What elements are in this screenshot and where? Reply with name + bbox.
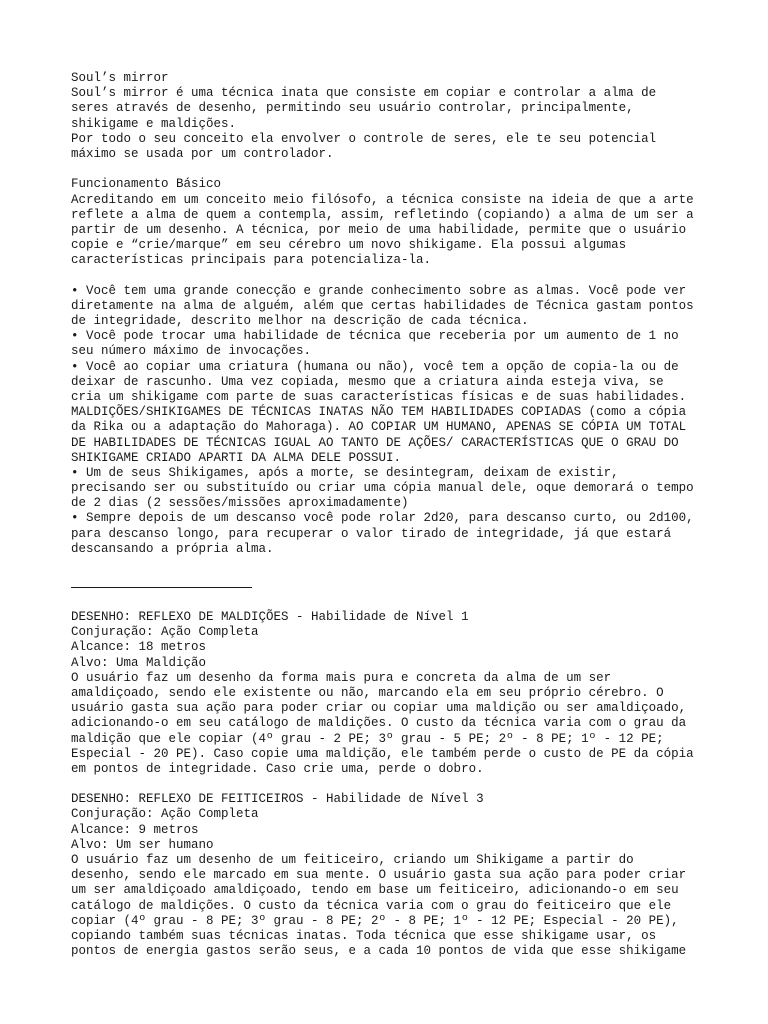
bullet-line: SHIKIGAME CRIADO APARTI DA ALMA DELE POSSUI. <box>71 450 402 465</box>
ability-title: DESENHO: REFLEXO DE MALDIÇÕES - Habilidade de Nível 1 <box>71 610 469 624</box>
document-page <box>71 71 711 959</box>
text-line: copiando também suas técnicas inatas. Toda técnica que esse shikigame usar, os <box>71 928 657 943</box>
text-line: seres através de desenho, permitindo seu usuário controlar, principalmente, <box>71 101 634 116</box>
section-title: Soul’s mirror <box>71 71 169 85</box>
bullet-line: seu número máximo de invocações. <box>71 344 312 359</box>
funcionamento-section <box>71 177 711 268</box>
ability-alcance: Alcance: 18 metros <box>71 640 207 655</box>
text-line: usuário gasta sua ação para poder criar ou copiar uma maldição ou ser amaldiçoado, <box>71 701 687 716</box>
bullet-line: de integridade, descrito melhor na descrição de cada técnica. <box>71 314 529 328</box>
text-line: catálogo de maldições. O custo da técnica varia com o grau do feiticeiro que ele <box>71 898 672 913</box>
bullet-line: • Você tem uma grande conecção e grande conhecimento sobre as almas. Você pode ver <box>71 283 687 298</box>
bullet-line: de 2 dias (2 sessões/missões aproximadamente) <box>71 496 409 511</box>
text-line: shikigame e maldições. <box>71 116 237 131</box>
ability-reflexo-feiticeiros <box>71 792 711 959</box>
bullet-line: cria um shikigame com parte de suas características físicas e de suas habilidades. <box>71 389 687 404</box>
text-line: em pontos de integridade. Caso crie uma, perde o dobro. <box>71 761 484 776</box>
bullet-line: • Você ao copiar uma criatura (humana ou não), você tem a opção de copia-la ou de <box>71 359 679 374</box>
bullet-line: • Você pode trocar uma habilidade de técnica que receberia por um aumento de 1 no <box>71 329 679 344</box>
text-line: copiar (4º grau - 8 PE; 3º grau - 8 PE; 2º - 8 PE; 1º - 12 PE; Especial - 20 PE), <box>71 913 679 928</box>
bullet-line: diretamente na alma de alguém, além que certas habilidades de Técnica gastam pontos <box>71 298 694 313</box>
text-line: O usuário faz um desenho da forma mais pura e concreta da alma de um ser <box>71 670 612 685</box>
text-line: Por todo o seu conceito ela envolver o controle de seres, ele te seu potencial <box>71 131 657 146</box>
text-line: características principais para potencializa-la. <box>71 253 432 268</box>
ability-title: DESENHO: REFLEXO DE FEITICEIROS - Habilidade de Nível 3 <box>71 792 484 807</box>
text-line: reflete a alma de quem a contempla, assim, refletindo (copiando) a alma de um ser a <box>71 207 694 222</box>
bullet-line: deixar de rascunho. Uma vez copiada, mesmo que a criatura ainda esteja viva, se <box>71 374 664 389</box>
ability-conjuracao: Conjuração: Ação Completa <box>71 807 259 822</box>
text-line: copie e “crie/marque” em seu cérebro um novo shikigame. Ela possui algumas <box>71 238 627 253</box>
text-line: um ser amaldiçoado amaldiçoado, tendo em base um feiticeiro, adicionando-o em seu <box>71 883 679 898</box>
bullet-line: DE HABILIDADES DE TÉCNICAS IGUAL AO TANTO DE AÇÕES/ CARACTERÍSTICAS QUE O GRAU DO <box>71 435 679 450</box>
intro-section <box>71 71 711 162</box>
ability-conjuracao: Conjuração: Ação Completa <box>71 625 259 640</box>
ability-reflexo-maldicoes <box>71 610 711 777</box>
text-line: Soul’s mirror é uma técnica inata que consiste em copiar e controlar a alma de <box>71 86 657 101</box>
text-line: Acreditando em um conceito meio filósofo, a técnica consiste na ideia de que a arte <box>71 192 694 207</box>
text-line: máximo se usada por um controlador. <box>71 146 334 161</box>
text-line: pontos de energia gastos serão seus, e a cada 10 pontos de vida que esse shikigame <box>71 944 687 959</box>
ability-alvo: Alvo: Uma Maldição <box>71 655 207 670</box>
ability-alcance: Alcance: 9 metros <box>71 822 199 837</box>
bullet-line: precisando ser ou substituído ou criar uma cópia manual dele, oque demorará o tempo <box>71 481 694 496</box>
ability-alvo: Alvo: Um ser humano <box>71 837 214 852</box>
text-line: partir de um desenho. A técnica, por meio de uma habilidade, permite que o usuário <box>71 222 687 237</box>
text-line: O usuário faz um desenho de um feiticeiro, criando um Shikigame a partir do <box>71 853 634 867</box>
bullet-line: • Um de seus Shikigames, após a morte, se desintegram, deixam de existir, <box>71 465 619 480</box>
bullets-section <box>71 284 711 557</box>
text-line: Especial - 20 PE). Caso copie uma maldição, ele também perde o custo de PE da cópia <box>71 746 694 761</box>
bullet-line: da Rika ou a adaptação do Mahoraga). AO COPIAR UM HUMANO, APENAS SE CÓPIA UM TOTAL <box>71 420 687 435</box>
text-line: adicionando-o em seu catálogo de maldições. O custo da técnica varia com o grau da <box>71 716 687 731</box>
bullet-line: MALDIÇÕES/SHIKIGAMES DE TÉCNICAS INATAS NÃO TEM HABILIDADES COPIADAS (como a cópia <box>71 405 687 420</box>
bullet-line: para descanso longo, para recuperar o valor tirado de integridade, já que estará <box>71 526 672 541</box>
bullet-line: descansando a própria alma. <box>71 541 274 556</box>
text-line: desenho, sendo ele marcado em sua mente. O usuário gasta sua ação para poder criar <box>71 868 687 883</box>
text-line: maldição que ele copiar (4º grau - 2 PE; 3º grau - 5 PE; 2º - 8 PE; 1º - 12 PE; <box>71 731 664 746</box>
bullet-line: • Sempre depois de um descanso você pode rolar 2d20, para descanso curto, ou 2d100, <box>71 511 694 526</box>
text-line: amaldiçoado, sendo ele existente ou não, marcando ela em seu próprio cérebro. O <box>71 685 664 700</box>
section-heading: Funcionamento Básico <box>71 177 222 192</box>
